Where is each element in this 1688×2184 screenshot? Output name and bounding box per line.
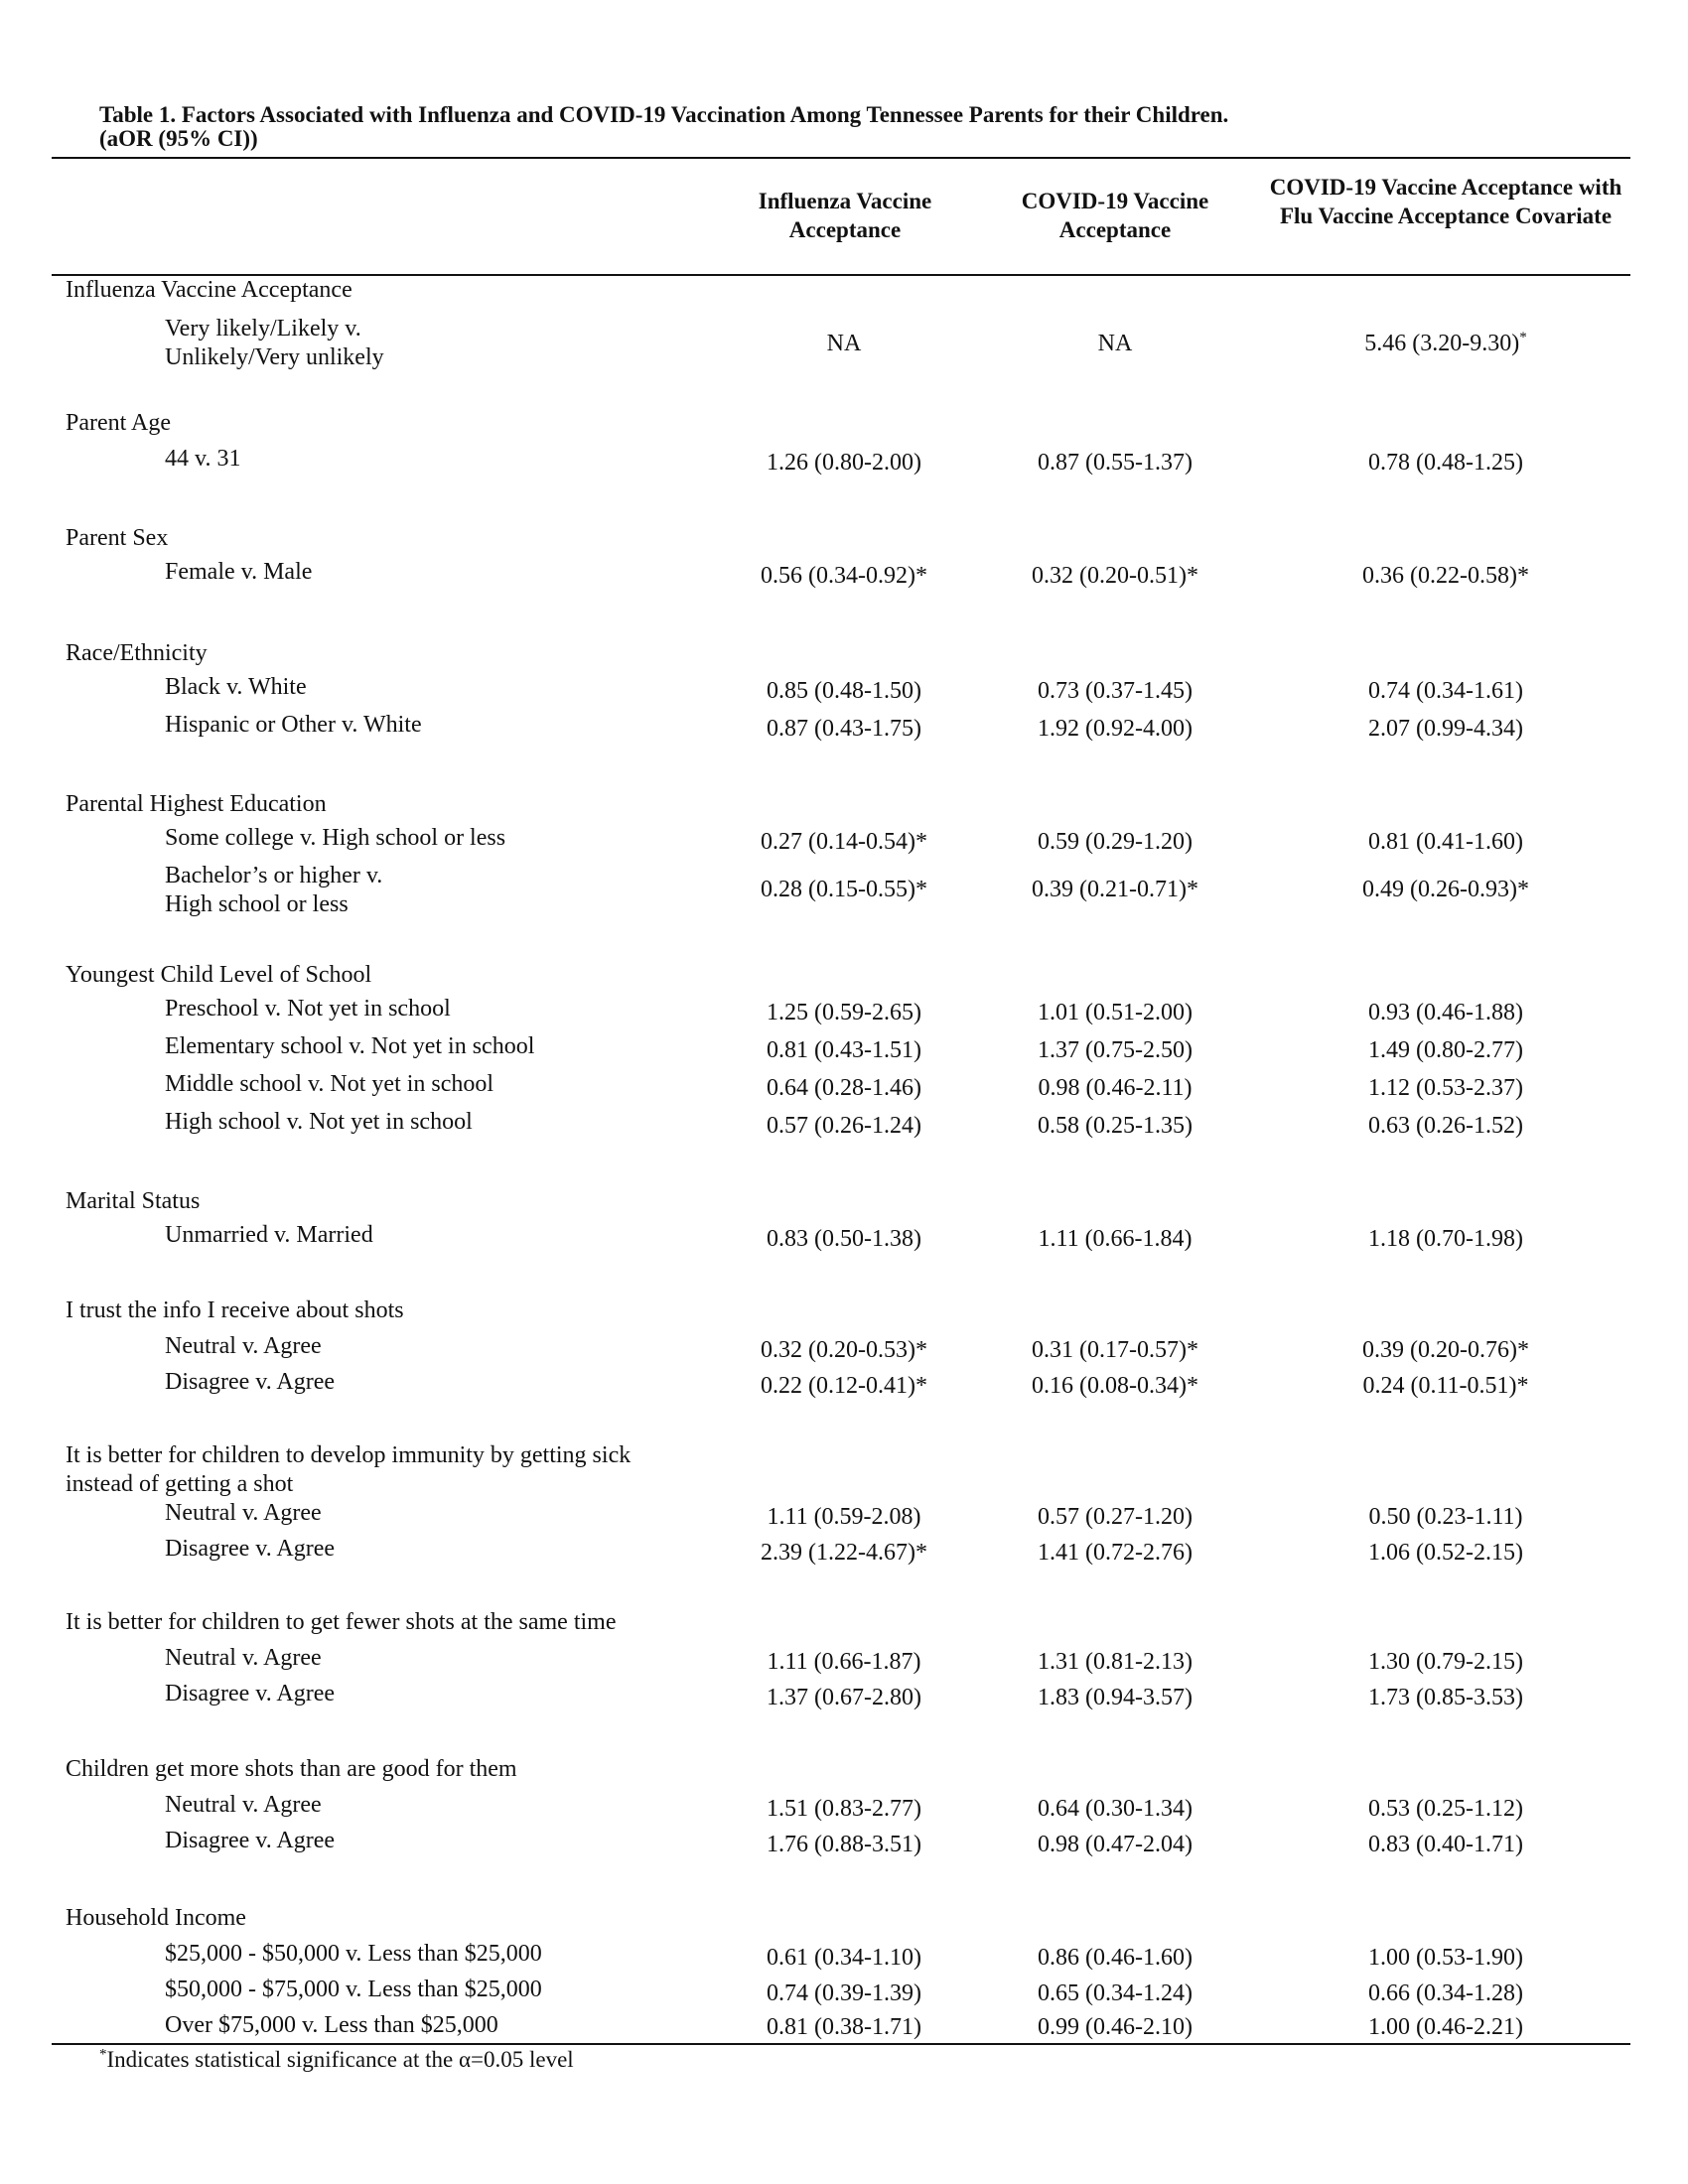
table-cell: 1.11 (0.66-1.84) <box>1038 1226 1193 1252</box>
table-cell: 1.49 (0.80-2.77) <box>1368 1037 1523 1063</box>
table-cell: NA <box>1097 331 1133 356</box>
row-label: Over $75,000 v. Less than $25,000 <box>165 2012 498 2038</box>
table-cell: 0.63 (0.26-1.52) <box>1368 1113 1523 1139</box>
row-label: Disagree v. Agree <box>165 1828 336 1853</box>
row-label: 44 v. 31 <box>165 446 241 472</box>
row-label: Disagree v. Agree <box>165 1681 336 1706</box>
row-label: High school v. Not yet in school <box>165 1109 473 1135</box>
bottom-rule <box>52 2043 1630 2045</box>
table-cell: 1.06 (0.52-2.15) <box>1368 1540 1523 1566</box>
table-cell: 1.00 (0.46-2.21) <box>1368 2014 1523 2040</box>
table-cell: 0.58 (0.25-1.35) <box>1038 1113 1193 1139</box>
column-header-influenza: Influenza Vaccine Acceptance <box>758 189 932 242</box>
section-heading: Children get more shots than are good for them <box>66 1756 517 1782</box>
table-cell: 0.28 (0.15-0.55)* <box>761 877 927 902</box>
row-label: Hispanic or Other v. White <box>165 712 422 738</box>
table-cell: NA <box>826 331 862 356</box>
table-cell: 0.81 (0.38-1.71) <box>767 2014 921 2040</box>
table-cell: 0.31 (0.17-0.57)* <box>1032 1337 1198 1363</box>
table-cell: 0.56 (0.34-0.92)* <box>761 563 927 589</box>
table-subtitle: (aOR (95% CI)) <box>99 126 258 151</box>
table-cell: 0.64 (0.30-1.34) <box>1038 1796 1193 1822</box>
table-cell: 0.93 (0.46-1.88) <box>1368 1000 1523 1025</box>
row-label: Unmarried v. Married <box>165 1222 373 1248</box>
row-label: Bachelor’s or higher v. <box>165 863 383 888</box>
table-cell: 0.39 (0.20-0.76)* <box>1362 1337 1529 1363</box>
table-cell: 1.00 (0.53-1.90) <box>1368 1945 1523 1971</box>
table-cell: 0.83 (0.40-1.71) <box>1368 1832 1523 1857</box>
row-label: Neutral v. Agree <box>165 1500 322 1526</box>
table-cell: 0.74 (0.34-1.61) <box>1368 678 1523 704</box>
section-heading: Parental Highest Education <box>66 791 327 817</box>
table-cell: 0.27 (0.14-0.54)* <box>761 829 927 855</box>
table-cell: 0.24 (0.11-0.51)* <box>1362 1373 1529 1399</box>
table-cell: 1.76 (0.88-3.51) <box>767 1832 921 1857</box>
table-cell: 0.65 (0.34-1.24) <box>1038 1980 1193 2006</box>
table-cell: 0.87 (0.55-1.37) <box>1038 450 1193 476</box>
table-cell: 0.16 (0.08-0.34)* <box>1032 1373 1198 1399</box>
row-label: Female v. Male <box>165 559 313 585</box>
table-cell: 1.83 (0.94-3.57) <box>1038 1685 1193 1710</box>
table-cell: 0.81 (0.41-1.60) <box>1368 829 1523 855</box>
row-label: Neutral v. Agree <box>165 1333 322 1359</box>
table-cell: 1.26 (0.80-2.00) <box>767 450 921 476</box>
top-rule <box>52 157 1630 159</box>
table-cell: 1.37 (0.75-2.50) <box>1038 1037 1193 1063</box>
row-label: Disagree v. Agree <box>165 1369 336 1395</box>
table-cell: 1.37 (0.67-2.80) <box>767 1685 921 1710</box>
row-label: Disagree v. Agree <box>165 1536 336 1562</box>
row-label: Unlikely/Very unlikely <box>165 344 384 370</box>
table-cell: 0.39 (0.21-0.71)* <box>1032 877 1198 902</box>
row-label: Neutral v. Agree <box>165 1645 322 1671</box>
section-heading: Parent Age <box>66 410 171 436</box>
table-cell: 0.53 (0.25-1.12) <box>1368 1796 1523 1822</box>
table-cell: 1.12 (0.53-2.37) <box>1368 1075 1523 1101</box>
row-label: Elementary school v. Not yet in school <box>165 1033 535 1059</box>
row-label: $50,000 - $75,000 v. Less than $25,000 <box>165 1977 542 2002</box>
row-label: Some college v. High school or less <box>165 825 506 851</box>
table-cell: 0.64 (0.28-1.46) <box>767 1075 921 1101</box>
table-cell: 0.36 (0.22-0.58)* <box>1362 563 1529 589</box>
table-cell: 0.32 (0.20-0.51)* <box>1032 563 1198 589</box>
table-cell <box>1297 330 1595 357</box>
footnote-mark: * <box>99 2046 107 2063</box>
table-cell: 0.61 (0.34-1.10) <box>767 1945 921 1971</box>
row-label: $25,000 - $50,000 v. Less than $25,000 <box>165 1941 542 1967</box>
row-label: Neutral v. Agree <box>165 1792 322 1818</box>
column-header-covid: COVID-19 Vaccine Acceptance <box>1021 189 1209 242</box>
section-heading: It is better for children to get fewer shots at the same time <box>66 1609 617 1635</box>
table-cell: 1.01 (0.51-2.00) <box>1038 1000 1193 1025</box>
section-heading: Marital Status <box>66 1188 201 1214</box>
table-cell: 0.85 (0.48-1.50) <box>767 678 921 704</box>
table-cell: 0.73 (0.37-1.45) <box>1038 678 1193 704</box>
row-label: Very likely/Likely v. <box>165 316 361 341</box>
row-label: Middle school v. Not yet in school <box>165 1071 494 1097</box>
table-cell: 0.57 (0.26-1.24) <box>767 1113 921 1139</box>
footnote <box>99 2047 574 2073</box>
cell-value: 5.46 (3.20-9.30) <box>1364 331 1520 356</box>
section-heading: I trust the info I receive about shots <box>66 1297 404 1323</box>
section-heading: Parent Sex <box>66 525 169 551</box>
significance-mark: * <box>1519 330 1527 345</box>
table-cell: 1.11 (0.59-2.08) <box>767 1504 921 1530</box>
table-cell: 0.59 (0.29-1.20) <box>1038 829 1193 855</box>
table-cell: 0.99 (0.46-2.10) <box>1038 2014 1193 2040</box>
table-cell: 0.32 (0.20-0.53)* <box>761 1337 927 1363</box>
table-cell: 2.39 (1.22-4.67)* <box>761 1540 927 1566</box>
row-label: Preschool v. Not yet in school <box>165 996 451 1022</box>
table-cell: 0.81 (0.43-1.51) <box>767 1037 921 1063</box>
table-cell: 0.86 (0.46-1.60) <box>1038 1945 1193 1971</box>
table-cell: 1.18 (0.70-1.98) <box>1368 1226 1523 1252</box>
table-cell: 0.98 (0.47-2.04) <box>1038 1832 1193 1857</box>
section-heading: It is better for children to develop immunity by getting sick <box>66 1442 632 1468</box>
table-cell: 0.22 (0.12-0.41)* <box>761 1373 927 1399</box>
table-cell: 0.66 (0.34-1.28) <box>1368 1980 1523 2006</box>
table-cell: 1.11 (0.66-1.87) <box>767 1649 921 1675</box>
table-cell: 1.41 (0.72-2.76) <box>1038 1540 1193 1566</box>
table-cell: 0.57 (0.27-1.20) <box>1038 1504 1193 1530</box>
section-heading: Influenza Vaccine Acceptance <box>66 277 352 303</box>
row-label: Black v. White <box>165 674 307 700</box>
table-cell: 0.98 (0.46-2.11) <box>1038 1075 1193 1101</box>
table-cell: 1.51 (0.83-2.77) <box>767 1796 921 1822</box>
row-label: High school or less <box>165 891 349 917</box>
table-cell: 1.73 (0.85-3.53) <box>1368 1685 1523 1710</box>
table-cell: 0.49 (0.26-0.93)* <box>1362 877 1529 902</box>
table-cell: 1.30 (0.79-2.15) <box>1368 1649 1523 1675</box>
section-heading: instead of getting a shot <box>66 1471 294 1497</box>
table-cell: 0.50 (0.23-1.11) <box>1368 1504 1523 1530</box>
column-header-covid-flu-covariate: COVID-19 Vaccine Acceptance with Flu Vaccine Acceptance Covariate <box>1269 175 1622 228</box>
table-title: Table 1. Factors Associated with Influenza and COVID-19 Vaccination Among Tennessee Parents for their Children. <box>99 102 1229 127</box>
table-cell: 0.78 (0.48-1.25) <box>1368 450 1523 476</box>
table-cell: 0.74 (0.39-1.39) <box>767 1980 921 2006</box>
table-cell: 1.92 (0.92-4.00) <box>1038 716 1193 742</box>
table-cell: 1.25 (0.59-2.65) <box>767 1000 921 1025</box>
section-heading: Household Income <box>66 1905 246 1931</box>
table-cell: 0.87 (0.43-1.75) <box>767 716 921 742</box>
table-cell: 2.07 (0.99-4.34) <box>1368 716 1523 742</box>
table-cell: 0.83 (0.50-1.38) <box>767 1226 921 1252</box>
footnote-text: Indicates statistical significance at the α=0.05 level <box>106 2047 574 2072</box>
section-heading: Race/Ethnicity <box>66 640 208 666</box>
table-cell: 1.31 (0.81-2.13) <box>1038 1649 1193 1675</box>
section-heading: Youngest Child Level of School <box>66 962 372 988</box>
